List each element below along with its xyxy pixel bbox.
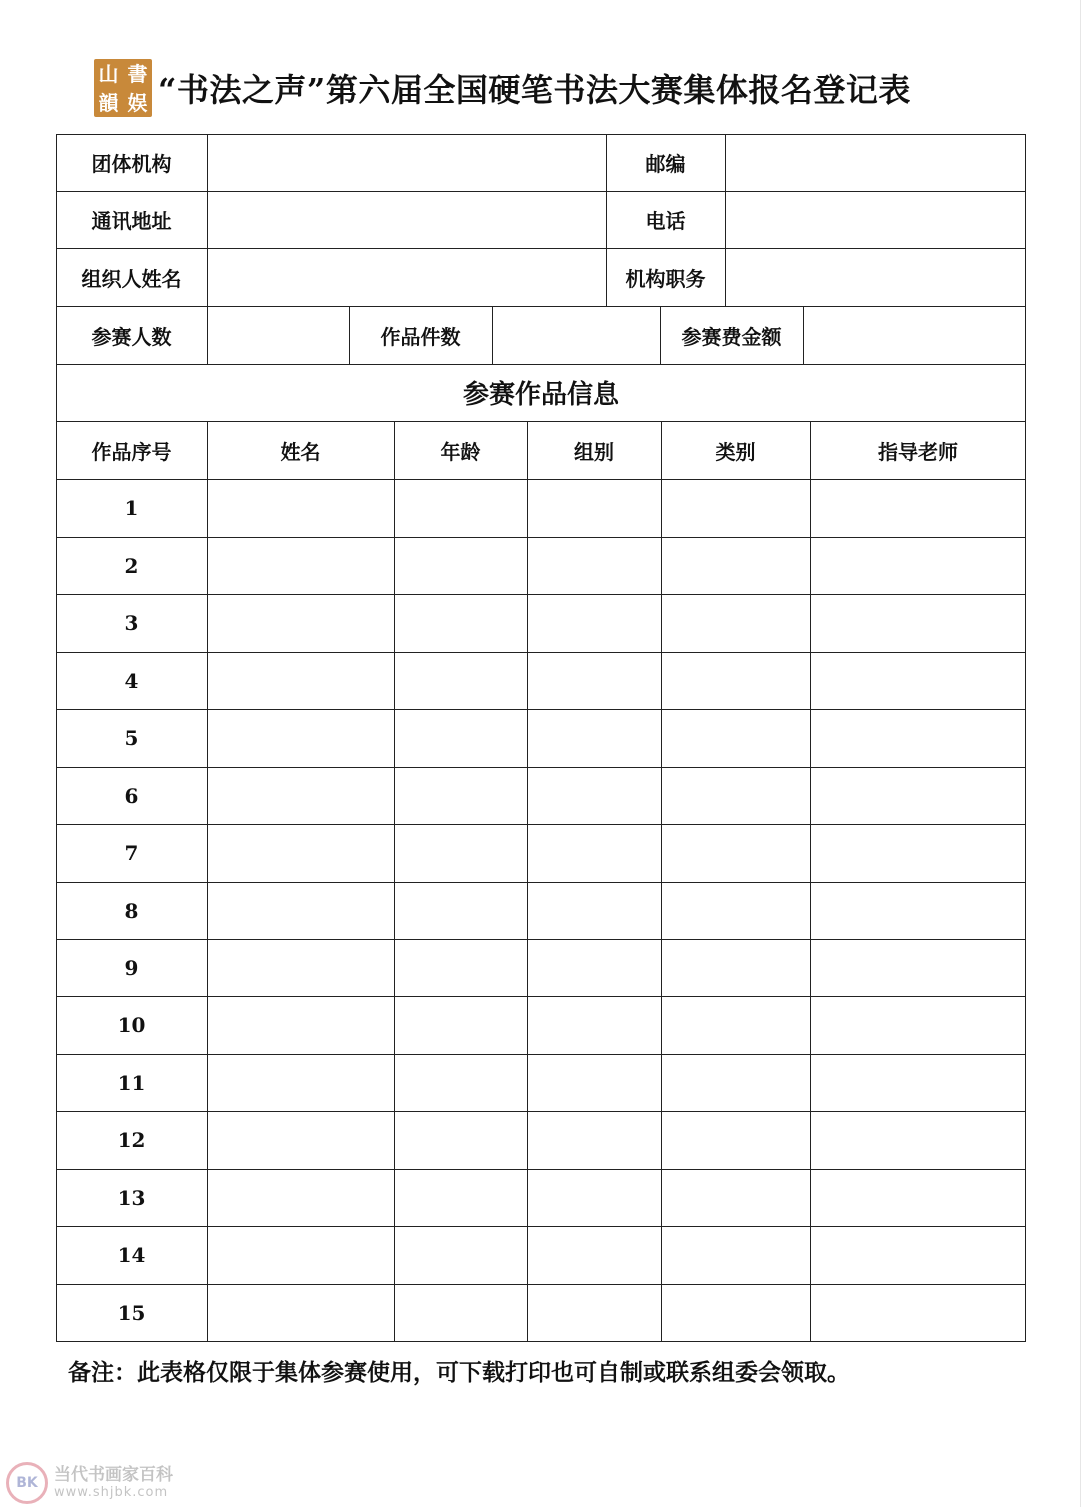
- table-rule: [56, 709, 1026, 710]
- postcode-field[interactable]: [725, 134, 1026, 191]
- table-rule: [56, 996, 1026, 997]
- watermark: [6, 1462, 173, 1504]
- row-number: 3: [124, 611, 139, 635]
- works-count-label: 作品件数: [380, 324, 461, 349]
- table-rule: [56, 364, 1026, 365]
- table-rule: [527, 421, 528, 1342]
- table-rule: [56, 939, 1026, 940]
- header: [94, 58, 911, 118]
- section-title: 参赛作品信息: [462, 380, 619, 410]
- seal-char: 韻: [98, 90, 119, 115]
- table-rule: [349, 306, 350, 364]
- table-rule: [56, 537, 1026, 538]
- seal-char: 山: [98, 61, 119, 86]
- row-number: 1: [124, 496, 139, 520]
- phone-field[interactable]: [725, 191, 1026, 248]
- works-count-field[interactable]: [492, 306, 660, 364]
- column-header: 姓名: [280, 439, 321, 464]
- org-field[interactable]: [207, 134, 606, 191]
- row-number: 10: [117, 1013, 146, 1037]
- footnote: 备注：此表格仅限于集体参赛使用，可下载打印也可自制或联系组委会领取。: [68, 1359, 850, 1386]
- postcode-label: 邮编: [645, 152, 686, 176]
- column-header: 作品序号: [91, 439, 172, 464]
- seal-char: 書: [127, 61, 148, 86]
- seal-logo: [94, 59, 152, 117]
- row-number: 8: [124, 898, 139, 923]
- phone-label: 电话: [645, 209, 686, 233]
- column-header: 组别: [574, 439, 614, 464]
- table-rule: [1025, 134, 1026, 1342]
- table-rule: [56, 1169, 1026, 1170]
- table-rule: [725, 134, 726, 306]
- row-number: 13: [117, 1185, 146, 1210]
- position-field[interactable]: [725, 248, 1026, 306]
- row-number: 9: [124, 955, 139, 980]
- table-rule: [56, 882, 1026, 883]
- table-rule: [56, 134, 1026, 135]
- table-rule: [810, 421, 811, 1342]
- table-rule: [56, 767, 1026, 768]
- table-rule: [606, 134, 607, 306]
- row-number: 12: [117, 1128, 146, 1152]
- participants-field[interactable]: [207, 306, 349, 364]
- position-label: 机构职务: [625, 266, 706, 291]
- table-rule: [56, 1111, 1026, 1112]
- table-rule: [56, 1054, 1026, 1055]
- table-rule: [56, 479, 1026, 480]
- table-rule: [56, 421, 1026, 422]
- table-rule: [56, 652, 1026, 653]
- participants-label: 参赛人数: [91, 324, 172, 349]
- table-rule: [56, 248, 1026, 249]
- column-header: 类别: [715, 439, 756, 464]
- table-rule: [56, 1226, 1026, 1227]
- table-rule: [56, 1341, 1026, 1342]
- row-number: 6: [124, 783, 139, 808]
- organizer-label: 组织人姓名: [81, 266, 182, 291]
- table-rule: [207, 421, 208, 1342]
- seal-char: 娱: [127, 90, 148, 115]
- fee-label: 参赛费金额: [681, 324, 782, 349]
- row-number: 15: [117, 1301, 146, 1325]
- column-header: 指导老师: [878, 439, 958, 464]
- table-rule: [660, 306, 661, 364]
- table-rule: [394, 421, 395, 1342]
- bk-logo-icon: BK: [6, 1462, 48, 1504]
- watermark-name: 当代书画家百科: [54, 1465, 173, 1485]
- table-rule: [56, 594, 1026, 595]
- organizer-field[interactable]: [207, 248, 606, 306]
- row-number: 5: [124, 726, 139, 750]
- table-rule: [56, 1284, 1026, 1285]
- table-rule: [492, 306, 493, 364]
- row-number: 7: [124, 841, 139, 865]
- registration-form-table: [56, 134, 1026, 1342]
- org-label: 团体机构: [91, 152, 172, 176]
- row-number: 2: [124, 553, 139, 578]
- table-rule: [56, 824, 1026, 825]
- address-field[interactable]: [207, 191, 606, 248]
- table-rule: [56, 134, 57, 1342]
- fee-field[interactable]: [803, 306, 1026, 364]
- table-rule: [56, 306, 1026, 307]
- watermark-text: [54, 1465, 173, 1501]
- table-rule: [207, 134, 208, 364]
- column-header: 年龄: [440, 439, 481, 464]
- table-rule: [803, 306, 804, 364]
- row-number: 4: [124, 668, 139, 693]
- address-label: 通讯地址: [91, 209, 172, 233]
- row-number: 11: [117, 1070, 146, 1095]
- table-rule: [661, 421, 662, 1342]
- table-rule: [56, 191, 1026, 192]
- page-title: “书法之声”第六届全国硬笔书法大赛集体报名登记表: [158, 71, 911, 109]
- watermark-url: www.shjbk.com: [54, 1485, 169, 1500]
- row-number: 14: [117, 1243, 146, 1267]
